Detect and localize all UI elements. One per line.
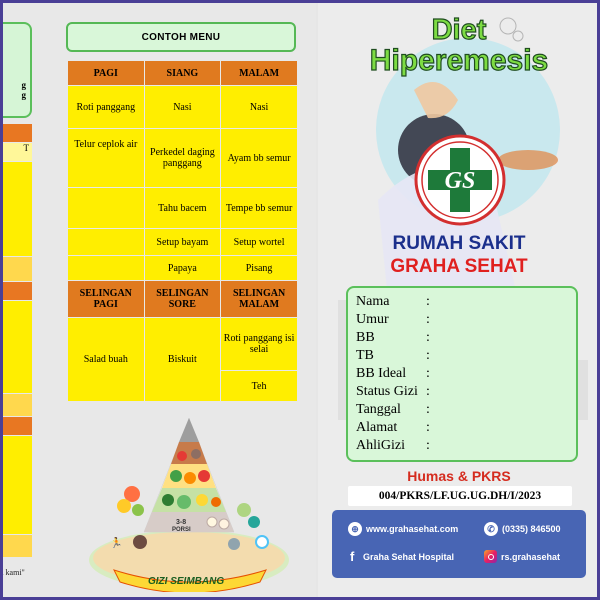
left-info-box — [0, 22, 32, 118]
facebook-contact[interactable] — [350, 550, 454, 563]
table-cell: Teh — [221, 371, 297, 401]
hospital-name-line2: GRAHA SEHAT — [390, 256, 528, 277]
table-cell: Roti panggang — [68, 86, 144, 128]
contact-box — [332, 510, 586, 578]
left-table-header — [0, 417, 32, 435]
field-umur: Umur : — [356, 312, 430, 327]
field-nama: Nama : — [356, 294, 430, 309]
field-ahli-gizi: AhliGizi : — [356, 438, 430, 453]
phone-icon: ✆ — [484, 522, 498, 536]
menu-header-row — [68, 61, 297, 85]
left-table-row — [0, 436, 32, 534]
header-selingan-sore: SELINGAN SORE — [145, 281, 221, 317]
header-selingan-malam: SELINGAN MALAM — [221, 281, 297, 317]
table-cell — [68, 188, 144, 228]
left-table-row — [0, 257, 32, 281]
table-row — [68, 86, 297, 128]
department-label: Humas & PKRS — [407, 468, 511, 484]
globe-icon: ⊕ — [348, 522, 362, 536]
exercise-icon: 🏃 — [110, 538, 123, 549]
table-cell: Ayam bb semur — [221, 129, 297, 187]
instagram-text: rs.grahasehat — [501, 551, 561, 562]
logo-letters: GS — [444, 168, 476, 194]
facebook-text: Graha Sehat Hospital — [363, 551, 455, 562]
table-cell: Papaya — [145, 256, 221, 280]
phone-text: (0335) 846500 — [502, 524, 561, 534]
left-caption: a kami" — [0, 568, 25, 577]
pyramid-banner: GIZI SEIMBANG — [148, 576, 225, 587]
header-malam: MALAM — [221, 61, 297, 85]
table-cell: Tempe bb semur — [221, 188, 297, 228]
table-cell: Roti panggang isi selai — [221, 318, 297, 370]
header-pagi: PAGI — [68, 61, 144, 85]
facebook-icon: f — [350, 549, 355, 564]
table-cell: Setup wortel — [221, 229, 297, 255]
menu-table — [67, 60, 298, 402]
porsi-word: PORSI — [172, 527, 191, 533]
field-alamat: Alamat : — [356, 420, 430, 435]
table-cell — [68, 229, 144, 255]
table-cell: Pisang — [221, 256, 297, 280]
left-box-text: g g — [21, 80, 26, 100]
left-table-row — [0, 535, 32, 557]
field-tanggal: Tanggal : — [356, 402, 430, 417]
table-row — [68, 188, 297, 228]
table-cell: Telur ceplok air — [68, 129, 144, 187]
field-status-gizi: Status Gizi : — [356, 384, 430, 399]
cover-panel — [318, 0, 600, 600]
instagram-contact[interactable] — [484, 550, 560, 563]
porsi-number: 3-8 — [176, 519, 187, 526]
website-contact[interactable] — [348, 522, 458, 536]
table-cell: Nasi — [145, 86, 221, 128]
menu-panel — [46, 0, 316, 600]
field-tb: TB : — [356, 348, 430, 363]
table-row — [68, 129, 297, 187]
left-table-row: T — [0, 143, 32, 161]
left-table-row — [0, 162, 32, 256]
header-selingan-pagi: SELINGAN PAGI — [68, 281, 144, 317]
field-bb-ideal: BB Ideal : — [356, 366, 430, 381]
hospital-name-line1: RUMAH SAKIT — [392, 233, 526, 254]
phone-contact[interactable] — [484, 522, 561, 536]
hospital-logo — [414, 134, 506, 226]
table-cell: Biskuit — [145, 318, 221, 401]
table-cell: Tahu bacem — [145, 188, 221, 228]
menu-title: CONTOH MENU — [66, 22, 296, 52]
table-cell: Setup bayam — [145, 229, 221, 255]
website-text: www.grahasehat.com — [366, 524, 459, 534]
left-panel — [0, 0, 46, 600]
table-cell — [68, 256, 144, 280]
left-table-row — [0, 394, 32, 416]
table-row — [68, 256, 297, 280]
cover-title-line2: Hiperemesis — [369, 44, 549, 77]
table-cell: Salad buah — [68, 318, 144, 401]
snack-header-row — [68, 281, 297, 317]
patient-info-box — [346, 286, 578, 462]
cover-title-line1: Diet — [431, 14, 487, 46]
document-number: 004/PKRS/LF.UG.UG.DH/I/2023 — [348, 486, 572, 506]
left-table-row — [0, 301, 32, 393]
gizi-seimbang-pyramid — [84, 412, 294, 592]
field-bb: BB : — [356, 330, 430, 345]
table-row — [68, 229, 297, 255]
table-cell: Nasi — [221, 86, 297, 128]
header-siang: SIANG — [145, 61, 221, 85]
table-row — [68, 318, 297, 370]
left-table-header — [0, 124, 32, 142]
left-table-header — [0, 282, 32, 300]
table-cell: Perkedel daging panggang — [145, 129, 221, 187]
instagram-icon — [484, 550, 497, 563]
